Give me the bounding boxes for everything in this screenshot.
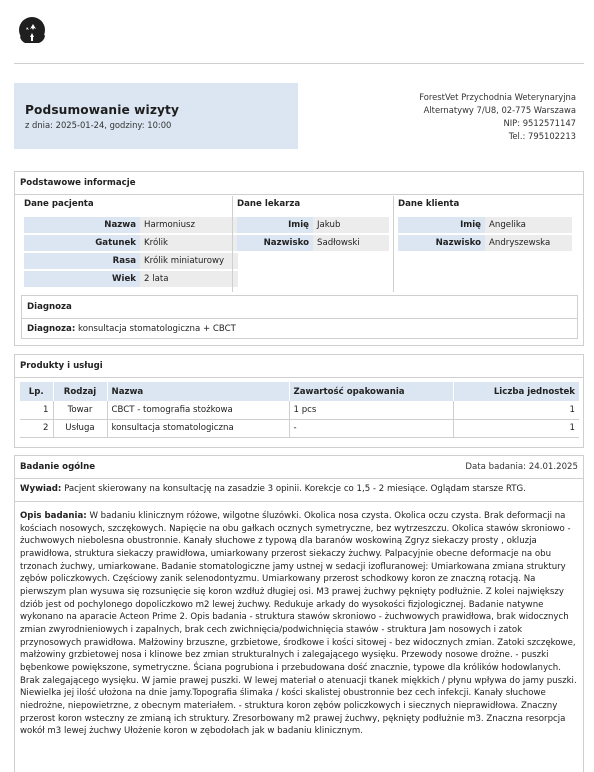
field-value: Królik miniaturowy <box>140 253 238 269</box>
section-title: Produkty i usługi <box>15 355 583 378</box>
exam-description-block <box>15 502 583 738</box>
table-cell: 2 <box>20 419 53 437</box>
patient-row <box>24 253 238 269</box>
client-title: Dane klienta <box>398 199 460 209</box>
column-header: Rodzaj <box>53 382 107 401</box>
column-header: Lp. <box>20 382 53 401</box>
field-label: Rasa <box>24 253 140 269</box>
table-row <box>20 401 579 419</box>
products-table <box>20 382 579 438</box>
interview-label: Wywiad: <box>20 484 62 494</box>
diagnosis-value: konsultacja stomatologiczna + CBCT <box>78 324 236 334</box>
doctor-row <box>237 235 389 251</box>
table-cell: 1 pcs <box>289 401 453 419</box>
table-row <box>20 419 579 437</box>
clinic-logo <box>17 15 47 45</box>
field-label: Gatunek <box>24 235 140 251</box>
column-header: Zawartość opakowania <box>289 382 453 401</box>
clinic-info <box>419 91 576 143</box>
visit-summary-box <box>14 83 298 149</box>
doctor-data <box>232 196 392 292</box>
field-label: Nazwa <box>24 217 140 233</box>
field-label: Imię <box>237 217 313 233</box>
diagnosis-box <box>21 295 578 339</box>
field-value: Andryszewska <box>485 235 572 251</box>
field-value: Jakub <box>313 217 389 233</box>
client-row <box>398 235 572 251</box>
clinic-nip: NIP: 9512571147 <box>503 118 576 128</box>
clinic-phone: Tel.: 795102213 <box>508 131 576 141</box>
column-header: Nazwa <box>107 382 289 401</box>
diagnosis-line <box>22 319 577 339</box>
patient-row <box>24 217 238 233</box>
table-header-row <box>20 382 579 401</box>
section-title: Podstawowe informacje <box>15 172 583 195</box>
forest-logo-icon <box>17 15 47 45</box>
patient-title: Dane pacjenta <box>24 199 94 209</box>
field-label: Nazwisko <box>237 235 313 251</box>
interview-text: Pacjent skierowany na konsultację na zasadzie 3 opinii. Korekcje co 1,5 - 2 miesiące. Oglądam starsze RTG. <box>64 484 526 494</box>
interview-block <box>15 479 583 502</box>
diagnosis-title: Diagnoza <box>22 296 577 319</box>
table-cell: 1 <box>453 401 579 419</box>
doctor-title: Dane lekarza <box>237 199 301 209</box>
field-label: Imię <box>398 217 485 233</box>
patient-row <box>24 271 238 287</box>
exam-date: Data badania: 24.01.2025 <box>465 462 578 472</box>
field-value: Królik <box>140 235 238 251</box>
field-label: Nazwisko <box>398 235 485 251</box>
table-cell: 1 <box>20 401 53 419</box>
exam-header <box>15 456 583 479</box>
field-label: Wiek <box>24 271 140 287</box>
table-cell: - <box>289 419 453 437</box>
table-cell: Usługa <box>53 419 107 437</box>
header-divider <box>14 63 584 64</box>
field-value: 2 lata <box>140 271 238 287</box>
table-cell: konsultacja stomatologiczna <box>107 419 289 437</box>
clinic-address: Alternatywy 7/U8, 02-775 Warszawa <box>423 105 576 115</box>
field-value: Harmoniusz <box>140 217 238 233</box>
client-data <box>393 196 583 292</box>
patient-data <box>24 196 232 292</box>
doctor-row <box>237 217 389 233</box>
field-value: Sadłowski <box>313 235 389 251</box>
table-cell: 1 <box>453 419 579 437</box>
general-exam-section <box>14 455 584 772</box>
client-row <box>398 217 572 233</box>
patient-row <box>24 235 238 251</box>
products-section <box>14 354 584 448</box>
table-cell: Towar <box>53 401 107 419</box>
column-header: Liczba jednostek <box>453 382 579 401</box>
field-value: Angelika <box>485 217 572 233</box>
diagnosis-label: Diagnoza: <box>27 324 76 334</box>
section-title: Badanie ogólne <box>20 462 96 472</box>
basic-info-section <box>14 171 584 346</box>
table-cell: CBCT - tomografia stożkowa <box>107 401 289 419</box>
visit-date: z dnia: 2025-01-24, godziny: 10:00 <box>25 120 172 130</box>
clinic-name: ForestVet Przychodnia Weterynaryjna <box>419 92 576 102</box>
exam-description-text: W badaniu klinicznym różowe, wilgotne śluzówki. Okolica nosa czysta. Okolica oczu czysta. Brak deformacji na kościach nosowych, szczękowych. Napięcie na obu gałkach ocznych symetryczne, bez wytrzeszczu. Okolica stawów skroniowo - żuchwowych niebolesna obustronnie. Kanały słuchowe z typową dla baranów woskowiną Zgryz siekaczy prosty , okluzja prawidłowa, struktura siekaczy prawidłowa, umiarkowany przerost siekaczy żuchwy. Palpacyjnie obecne deformacje na obu trzonach żuchwy, umiarkowane. Badanie stomatologiczne jamy ustnej w sedacji izofluranowej: Umiarkowana zmiana struktury zębów policzkowych. Częściowy zanik selenodontyzmu. Umiarkowany przerost schodkowy koron ze znaczną rotacją. Na pierwszym plan wysuwa się rozsunięcie się koron wzdłuż długiej osi. M3 prawej żuchwy pęknięty podłużnie. Z kolei największy dziób jest od pochylonego dopoliczkowo m2 lewej żuchwy. Redukuje arkady do wysokości fizjologicznej. Badanie natywne wykonano na aparacie Acteon Prime 2. Opis badania - struktura stawów skroniowo - żuchwowych prawidłowa, brak widocznych zmian zwyrodnieniowych i zapalnych, brak cech zwichnięcia/podwichnięcia stawów - struktura Jam nosowych i zatok przynosowych prawidłowa. Małżowiny brzuszne, grzbietowe, środkowe i kości sitowej - bez widocznych zmian. Zatoki szczękowe, małżowiny grzbietowej nosa i klinowe bez zmian strukturalnych i zalegającego wysięku. Przewody nosowe drożne. - puszki bębenkowe powiększone, symetryczne. Ściana pogrubiona i przebudowana dość znacznie, typowe dla królików hodowlanych. Brak zalegającego wysięku. W jamie prawej puszki. W lewej materiał o atenuacji tkanek miękkich / płynu wpływa do jamy puszki. Niewielka jej ilość ułożona na dnie jamy.Topografia ślimaka / kości skalistej obustronnie bez cech infekcji. Kanały słuchowe niedrożne, niepowietrzne, z obecnym materiałem. - struktura koron zębów policzkowych i siecznych nieprawidłowa. Znaczny przerost koron wsteczny ze zmianą ich struktury. Zresorbowany m2 prawej żuchwy, pęknięty podłużnie m3. Znaczna resorpcja wokół m3 lewej żuchwy Ułożenie koron w zębodołach jak w badaniu klinicznym. <box>20 511 577 737</box>
page-title: Podsumowanie wizyty <box>25 103 180 117</box>
exam-description-label: Opis badania: <box>20 511 87 521</box>
